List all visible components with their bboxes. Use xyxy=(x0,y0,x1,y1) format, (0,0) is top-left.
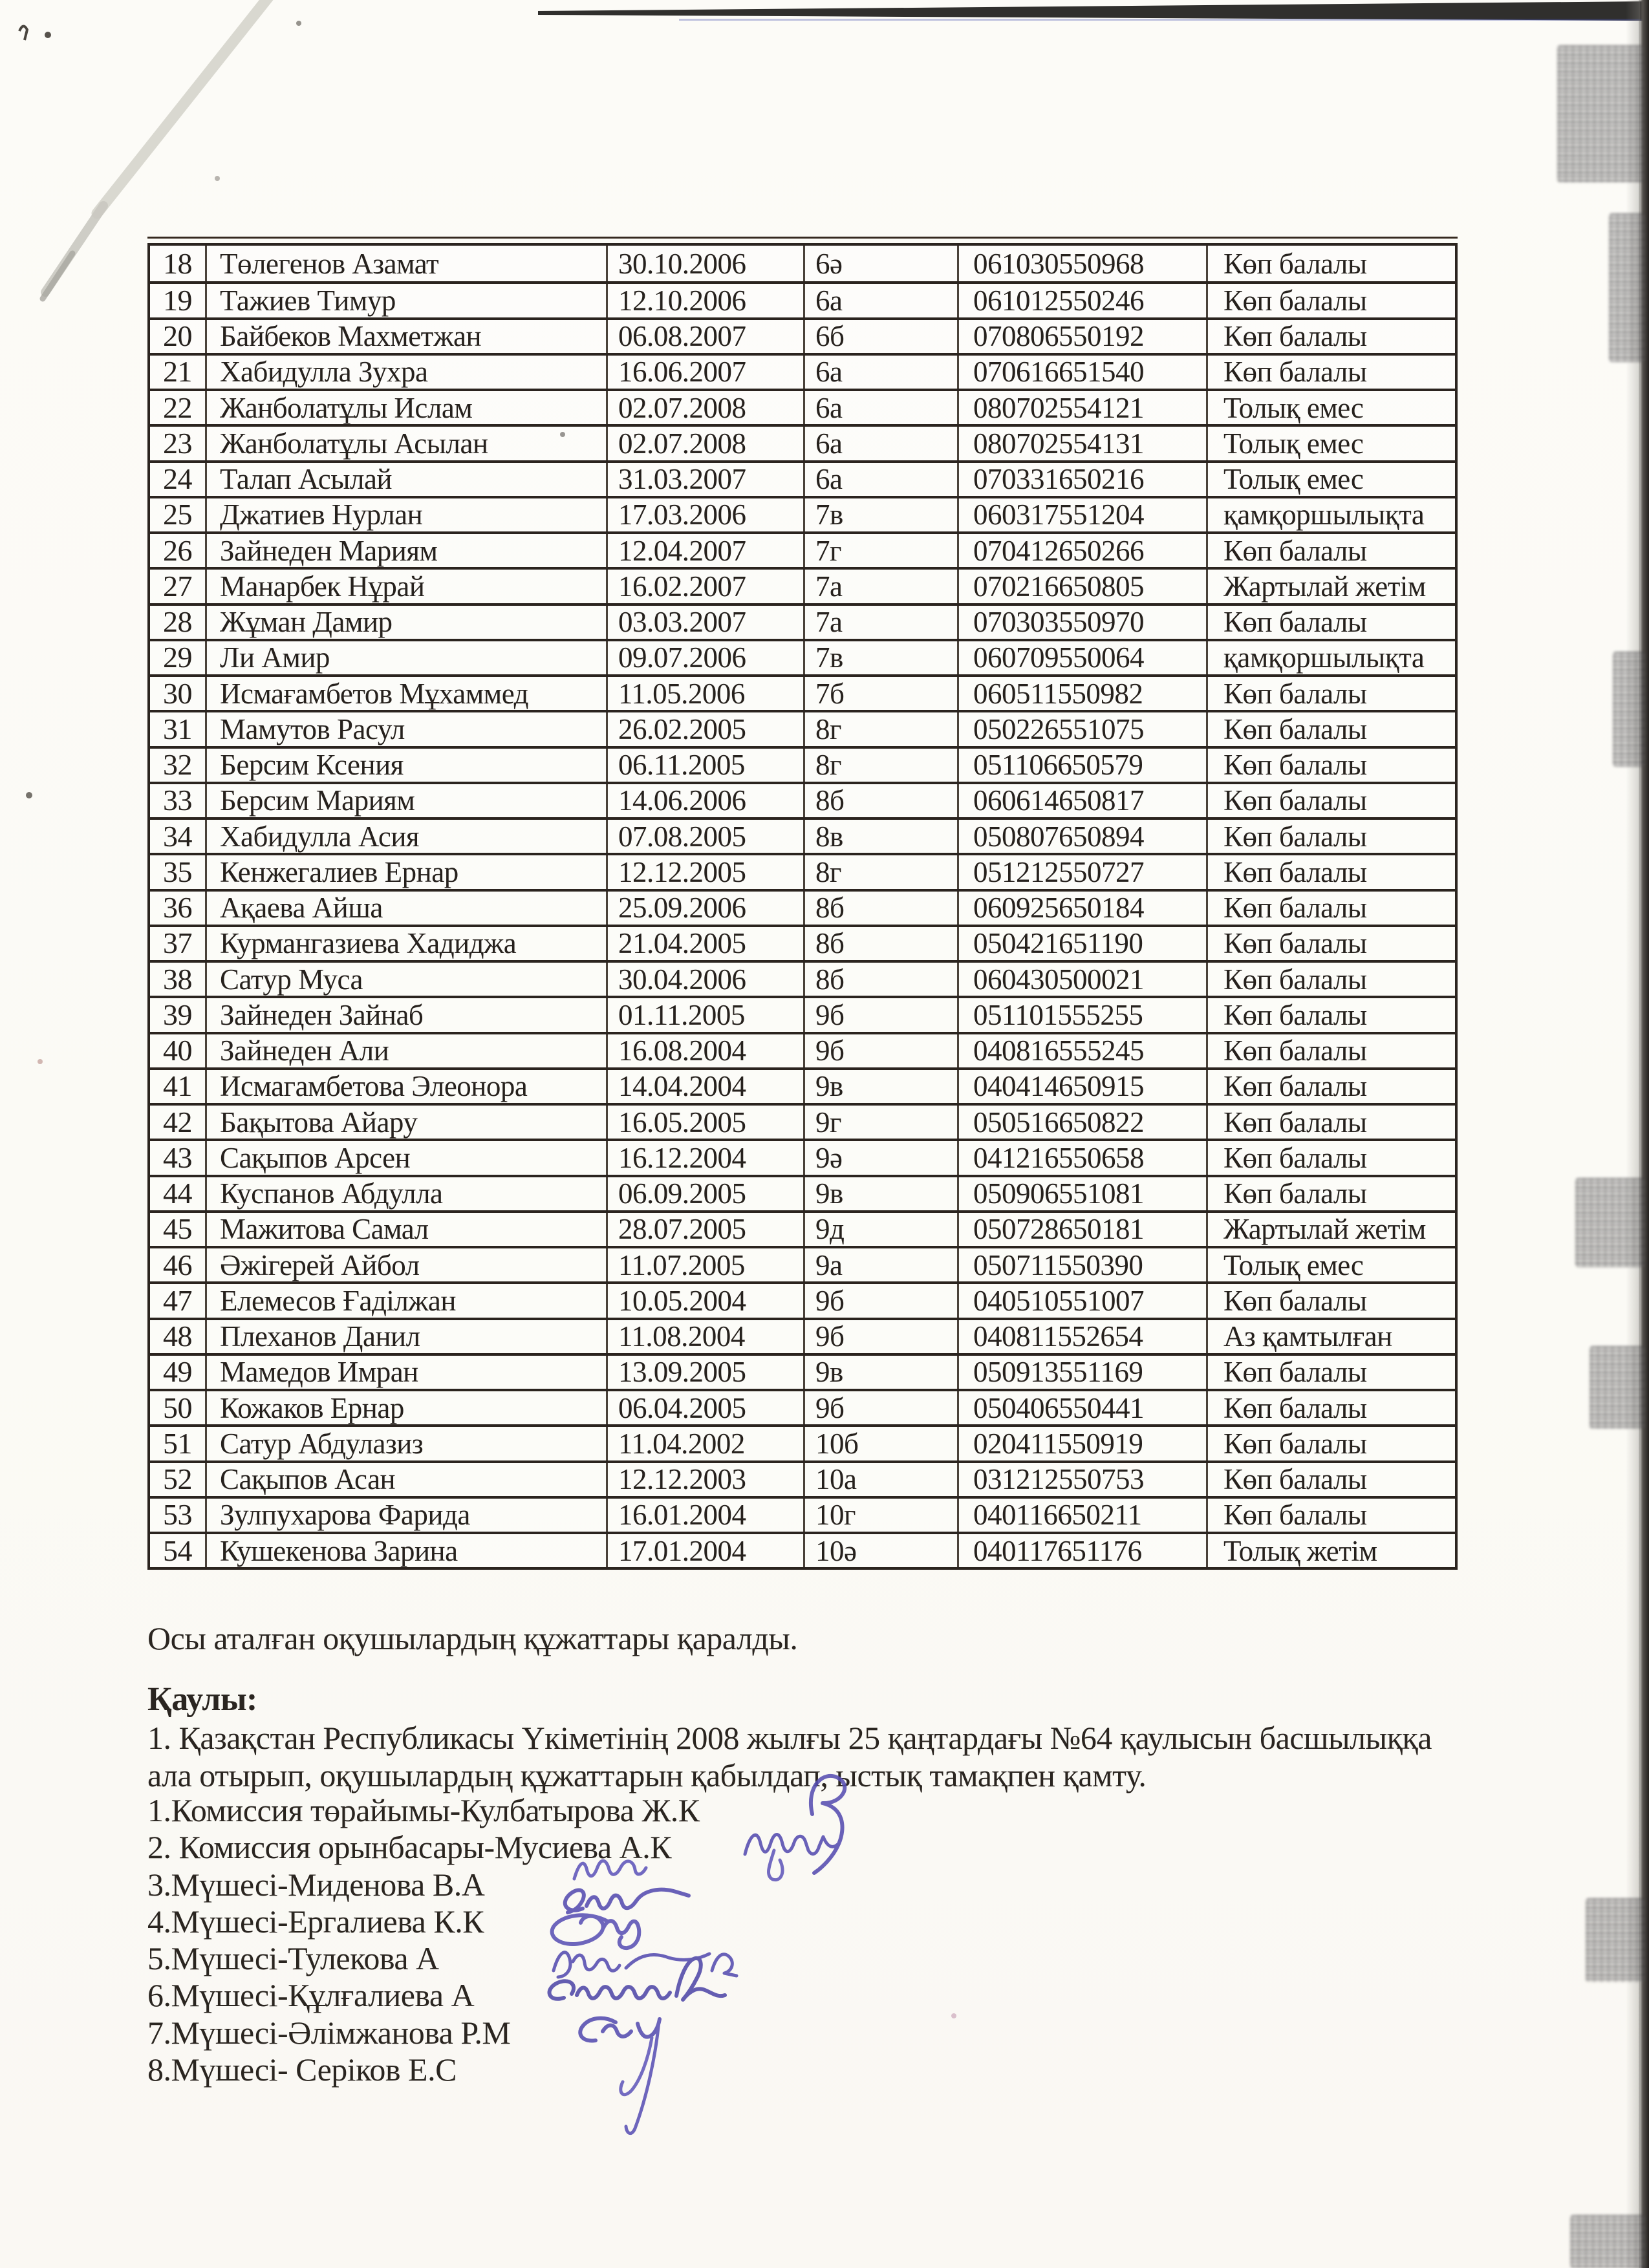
cell-iin: 060925650184 xyxy=(959,892,1208,925)
cell-status: Көп балалы xyxy=(1223,677,1367,710)
cell-grade: 9б xyxy=(805,1391,959,1424)
commission-item: 4.Мүшесі-Ергалиева К.К xyxy=(147,1903,484,1940)
speck-pink xyxy=(951,2013,956,2018)
cell-iin: 061012550246 xyxy=(959,284,1208,317)
cell-dob: 12.12.2003 xyxy=(608,1463,805,1496)
cell-num: 47 xyxy=(150,1284,207,1317)
cell-iin: 040414650915 xyxy=(959,1070,1208,1103)
cell-iin: 051212550727 xyxy=(959,855,1208,888)
cell-num: 40 xyxy=(150,1034,207,1067)
table-top-remnant-line xyxy=(147,237,1458,239)
cell-dob: 06.09.2005 xyxy=(608,1177,805,1210)
cell-iin: 080702554131 xyxy=(959,427,1208,460)
commission-item: 6.Мүшесі-Құлғалиева А xyxy=(147,1977,475,2014)
cell-status: Көп балалы xyxy=(1223,1106,1367,1139)
cell-iin: 060430500021 xyxy=(959,963,1208,996)
cell-name: Берсим Ксения xyxy=(207,749,608,782)
cell-grade: 7б xyxy=(805,677,959,710)
cell-status: Көп балалы xyxy=(1223,1463,1367,1496)
cell-num: 37 xyxy=(150,927,207,960)
cell-dob: 31.03.2007 xyxy=(608,463,805,496)
cell-status: Көп балалы xyxy=(1223,998,1367,1031)
cell-iin: 070616651540 xyxy=(959,356,1208,389)
cell-status: Көп балалы xyxy=(1223,749,1367,782)
cell-num: 54 xyxy=(150,1534,207,1567)
signature-ink xyxy=(769,1850,783,1880)
cell-status: Көп балалы xyxy=(1223,284,1367,317)
table-row xyxy=(150,782,1455,817)
cell-dob: 17.01.2004 xyxy=(608,1534,805,1567)
table-row xyxy=(150,1210,1455,1246)
cell-dob: 06.08.2007 xyxy=(608,320,805,353)
cell-status: Көп балалы xyxy=(1223,855,1367,888)
table-row xyxy=(150,1281,1455,1317)
cell-iin: 070806550192 xyxy=(959,320,1208,353)
cell-iin: 070412650266 xyxy=(959,534,1208,567)
cell-iin: 050906551081 xyxy=(959,1177,1208,1210)
cell-grade: 9б xyxy=(805,1034,959,1067)
cell-grade: 9б xyxy=(805,1320,959,1353)
cell-name: Жанболатұлы Асылан xyxy=(207,427,608,460)
cell-dob: 16.06.2007 xyxy=(608,356,805,389)
cell-grade: 9г xyxy=(805,1106,959,1139)
table-row xyxy=(150,1532,1455,1567)
cell-grade: 9б xyxy=(805,1284,959,1317)
cell-name: Сақыпов Арсен xyxy=(207,1141,608,1174)
resolution-line-1: 1. Қазақстан Республикасы Үкіметінің 2008 жылғы 25 қаңтардағы №64 қаулысын басшылыққа xyxy=(147,1720,1432,1756)
cell-iin: 020411550919 xyxy=(959,1427,1208,1460)
cell-grade: 7а xyxy=(805,606,959,639)
table-row xyxy=(150,960,1455,996)
table-row xyxy=(150,710,1455,745)
commission-item: 2. Комиссия орынбасары-Мусиева А.К xyxy=(147,1829,672,1866)
cell-name: Хабидулла Зухра xyxy=(207,356,608,389)
cell-status: Көп балалы xyxy=(1223,1034,1367,1067)
cell-status: қамқоршылықта xyxy=(1223,498,1425,531)
cell-grade: 7в xyxy=(805,498,959,531)
cell-status: Көп балалы xyxy=(1223,1284,1367,1317)
cell-grade: 8г xyxy=(805,712,959,745)
cell-dob: 11.07.2005 xyxy=(608,1248,805,1281)
table-row xyxy=(150,1353,1455,1389)
table-row xyxy=(150,817,1455,853)
cell-name: Мамедов Имран xyxy=(207,1356,608,1389)
cell-num: 51 xyxy=(150,1427,207,1460)
cell-iin: 070216650805 xyxy=(959,570,1208,603)
cell-iin: 060317551204 xyxy=(959,498,1208,531)
commission-item: 8.Мүшесі- Серіков Е.С xyxy=(147,2051,457,2088)
table-row xyxy=(150,317,1455,353)
cell-grade: 9в xyxy=(805,1070,959,1103)
cell-iin: 040116650211 xyxy=(959,1499,1208,1532)
cell-num: 19 xyxy=(150,284,207,317)
cell-status: Көп балалы xyxy=(1223,1177,1367,1210)
cell-name: Ли Амир xyxy=(207,641,608,674)
cell-num: 24 xyxy=(150,463,207,496)
fold-line-tail xyxy=(45,206,103,292)
cell-num: 23 xyxy=(150,427,207,460)
cell-num: 38 xyxy=(150,963,207,996)
scanner-smudge xyxy=(1609,213,1645,362)
top-edge-blue-fringe xyxy=(679,19,1649,21)
cell-dob: 11.08.2004 xyxy=(608,1320,805,1353)
cell-dob: 30.10.2006 xyxy=(608,246,805,281)
cell-status: Аз қамтылған xyxy=(1223,1320,1392,1353)
table-row xyxy=(150,389,1455,424)
cell-num: 46 xyxy=(150,1248,207,1281)
scanner-smudge xyxy=(1590,1346,1645,1429)
cell-dob: 07.08.2005 xyxy=(608,820,805,853)
cell-name: Тажиев Тимур xyxy=(207,284,608,317)
cell-dob: 12.04.2007 xyxy=(608,534,805,567)
cell-grade: 10ә xyxy=(805,1534,959,1567)
cell-name: Зайнеден Мариям xyxy=(207,534,608,567)
cell-grade: 8г xyxy=(805,749,959,782)
cell-num: 28 xyxy=(150,606,207,639)
cell-status: Көп балалы xyxy=(1223,927,1367,960)
top-edge-shadow xyxy=(538,1,1649,21)
cell-grade: 8в xyxy=(805,820,959,853)
cell-num: 34 xyxy=(150,820,207,853)
scanner-smudge xyxy=(1613,652,1645,767)
cell-name: Жанболатұлы Ислам xyxy=(207,391,608,424)
cell-num: 22 xyxy=(150,391,207,424)
cell-num: 30 xyxy=(150,677,207,710)
cell-iin: 050807650894 xyxy=(959,820,1208,853)
resolution-line-2: ала отырып, оқушылардың құжаттарын қабылдап, ыстық тамақпен қамту. xyxy=(147,1757,1147,1793)
cell-status: Көп балалы xyxy=(1223,1391,1367,1424)
cell-dob: 14.06.2006 xyxy=(608,784,805,817)
table-row xyxy=(150,1175,1455,1210)
cell-grade: 6ә xyxy=(805,246,959,281)
cell-status: Көп балалы xyxy=(1223,820,1367,853)
table-row xyxy=(150,246,1455,281)
cell-name: Куспанов Абдулла xyxy=(207,1177,608,1210)
table-row xyxy=(150,424,1455,460)
cell-iin: 050728650181 xyxy=(959,1213,1208,1246)
cell-grade: 6а xyxy=(805,284,959,317)
cell-iin: 060709550064 xyxy=(959,641,1208,674)
cell-grade: 8б xyxy=(805,927,959,960)
cell-grade: 9д xyxy=(805,1213,959,1246)
cell-status: Толық жетім xyxy=(1223,1534,1377,1567)
cell-status: Көп балалы xyxy=(1223,1070,1367,1103)
cell-num: 27 xyxy=(150,570,207,603)
cell-dob: 16.08.2004 xyxy=(608,1034,805,1067)
cell-name: Әжігерей Айбол xyxy=(207,1248,608,1281)
cell-num: 42 xyxy=(150,1106,207,1139)
cell-name: Ақаева Айша xyxy=(207,892,608,925)
cell-num: 49 xyxy=(150,1356,207,1389)
cell-status: Көп балалы xyxy=(1223,892,1367,925)
cell-num: 48 xyxy=(150,1320,207,1353)
cell-name: Зайнеден Али xyxy=(207,1034,608,1067)
cell-status: Көп балалы xyxy=(1223,356,1367,389)
cell-status: Көп балалы xyxy=(1223,784,1367,817)
cell-grade: 6б xyxy=(805,320,959,353)
table-row xyxy=(150,853,1455,888)
cell-name: Елемесов Ғаділжан xyxy=(207,1284,608,1317)
cell-name: Байбеков Махметжан xyxy=(207,320,608,353)
cell-name: Исмагамбетова Элеонора xyxy=(207,1070,608,1103)
cell-dob: 30.04.2006 xyxy=(608,963,805,996)
cell-grade: 7г xyxy=(805,534,959,567)
cell-iin: 040510551007 xyxy=(959,1284,1208,1317)
cell-name: Берсим Мариям xyxy=(207,784,608,817)
cell-name: Жұман Дамир xyxy=(207,606,608,639)
cell-dob: 16.05.2005 xyxy=(608,1106,805,1139)
students-table xyxy=(147,243,1458,1570)
table-row xyxy=(150,603,1455,639)
cell-dob: 02.07.2008 xyxy=(608,391,805,424)
scanner-smudge xyxy=(1557,45,1644,182)
table-row xyxy=(150,1424,1455,1460)
table-row xyxy=(150,925,1455,960)
cell-num: 32 xyxy=(150,749,207,782)
cell-status: Көп балалы xyxy=(1223,712,1367,745)
cell-iin: 040811552654 xyxy=(959,1320,1208,1353)
cell-grade: 7в xyxy=(805,641,959,674)
cell-dob: 28.07.2005 xyxy=(608,1213,805,1246)
cell-num: 33 xyxy=(150,784,207,817)
cell-num: 53 xyxy=(150,1499,207,1532)
cell-num: 31 xyxy=(150,712,207,745)
cell-grade: 10г xyxy=(805,1499,959,1532)
cell-num: 43 xyxy=(150,1141,207,1174)
table-row xyxy=(150,1139,1455,1174)
cell-status: Толық емес xyxy=(1223,463,1364,496)
scanner-smudge xyxy=(1586,1898,1645,1982)
cell-num: 45 xyxy=(150,1213,207,1246)
table-row xyxy=(150,281,1455,317)
cell-grade: 6а xyxy=(805,427,959,460)
cell-status: Көп балалы xyxy=(1223,247,1367,280)
table-row xyxy=(150,1389,1455,1424)
table-row xyxy=(150,1067,1455,1103)
table-row xyxy=(150,1460,1455,1496)
cell-dob: 12.10.2006 xyxy=(608,284,805,317)
cell-name: Сатур Муса xyxy=(207,963,608,996)
cell-status: Көп балалы xyxy=(1223,606,1367,639)
table-row xyxy=(150,996,1455,1031)
cell-name: Манарбек Нұрай xyxy=(207,570,608,603)
cell-name: Сақыпов Асан xyxy=(207,1463,608,1496)
cell-dob: 13.09.2005 xyxy=(608,1356,805,1389)
commission-item: 7.Мүшесі-Әлімжанова Р.М xyxy=(147,2014,511,2051)
cell-num: 21 xyxy=(150,356,207,389)
cell-num: 35 xyxy=(150,855,207,888)
cell-dob: 09.07.2006 xyxy=(608,641,805,674)
cell-dob: 26.02.2005 xyxy=(608,712,805,745)
commission-item: 5.Мүшесі-Тулекова А xyxy=(147,1940,439,1977)
cell-grade: 9б xyxy=(805,998,959,1031)
commission-item: 1.Комиссия төрайымы-Кулбатырова Ж.К xyxy=(147,1792,700,1828)
cell-name: Джатиев Нурлан xyxy=(207,498,608,531)
cell-status: Толық емес xyxy=(1223,391,1364,424)
table-row xyxy=(150,1318,1455,1353)
cell-grade: 9в xyxy=(805,1177,959,1210)
cell-num: 52 xyxy=(150,1463,207,1496)
cell-grade: 8б xyxy=(805,784,959,817)
fold-line-dark-tail xyxy=(43,253,72,299)
cell-dob: 16.01.2004 xyxy=(608,1499,805,1532)
table-row xyxy=(150,567,1455,603)
cell-iin: 060614650817 xyxy=(959,784,1208,817)
cell-name: Зайнеден Зайнаб xyxy=(207,998,608,1031)
cell-dob: 16.02.2007 xyxy=(608,570,805,603)
cell-iin: 040816555245 xyxy=(959,1034,1208,1067)
table-row xyxy=(150,1246,1455,1281)
cell-iin: 061030550968 xyxy=(959,246,1208,281)
cell-iin: 050421651190 xyxy=(959,927,1208,960)
cell-grade: 8б xyxy=(805,892,959,925)
cell-name: Төлегенов Азамат xyxy=(207,246,608,281)
table-row xyxy=(150,1103,1455,1139)
cell-status: Толық емес xyxy=(1223,1248,1364,1281)
cell-status: Көп балалы xyxy=(1223,534,1367,567)
cell-dob: 16.12.2004 xyxy=(608,1141,805,1174)
table-row xyxy=(150,1032,1455,1067)
cell-status: Көп балалы xyxy=(1223,1427,1367,1460)
cell-num: 18 xyxy=(150,246,207,281)
speck-dot xyxy=(215,176,220,181)
cell-name: Мажитова Самал xyxy=(207,1213,608,1246)
speck-pink xyxy=(38,1059,43,1064)
cell-num: 25 xyxy=(150,498,207,531)
cell-name: Мамутов Расул xyxy=(207,712,608,745)
cell-dob: 02.07.2008 xyxy=(608,427,805,460)
cell-dob: 01.11.2005 xyxy=(608,998,805,1031)
cell-iin: 051101555255 xyxy=(959,998,1208,1031)
cell-grade: 9в xyxy=(805,1356,959,1389)
reviewed-note: Осы аталған оқушылардың құжаттары қаралды. xyxy=(147,1620,798,1656)
resolution-heading: Қаулы: xyxy=(147,1681,257,1718)
speck-mark xyxy=(19,26,27,40)
cell-name: Кожаков Ернар xyxy=(207,1391,608,1424)
speck-dot xyxy=(45,32,51,38)
commission-item: 3.Мүшесі-Миденова В.А xyxy=(147,1866,485,1903)
cell-grade: 6а xyxy=(805,356,959,389)
cell-dob: 11.05.2006 xyxy=(608,677,805,710)
cell-status: Жартылай жетім xyxy=(1223,1213,1426,1246)
scanner-smudge xyxy=(1570,2215,1645,2268)
cell-name: Кенжегалиев Ернар xyxy=(207,855,608,888)
fold-line xyxy=(97,0,270,213)
cell-grade: 10б xyxy=(805,1427,959,1460)
cell-num: 50 xyxy=(150,1391,207,1424)
cell-iin: 031212550753 xyxy=(959,1463,1208,1496)
cell-dob: 25.09.2006 xyxy=(608,892,805,925)
cell-dob: 21.04.2005 xyxy=(608,927,805,960)
table-row xyxy=(150,674,1455,710)
cell-num: 44 xyxy=(150,1177,207,1210)
table-row xyxy=(150,353,1455,389)
cell-name: Плеханов Данил xyxy=(207,1320,608,1353)
table-row xyxy=(150,496,1455,531)
cell-grade: 6а xyxy=(805,391,959,424)
cell-name: Кушекенова Зарина xyxy=(207,1534,608,1567)
cell-iin: 060511550982 xyxy=(959,677,1208,710)
cell-status: Көп балалы xyxy=(1223,1141,1367,1174)
table-row xyxy=(150,746,1455,782)
cell-dob: 03.03.2007 xyxy=(608,606,805,639)
cell-status: қамқоршылықта xyxy=(1223,641,1425,674)
table-row xyxy=(150,639,1455,674)
cell-iin: 050226551075 xyxy=(959,712,1208,745)
cell-status: Толық емес xyxy=(1223,427,1364,460)
cell-grade: 9ә xyxy=(805,1141,959,1174)
table-row xyxy=(150,889,1455,925)
scanner-smudge xyxy=(1575,1178,1645,1267)
cell-num: 20 xyxy=(150,320,207,353)
cell-iin: 050516650822 xyxy=(959,1106,1208,1139)
cell-num: 41 xyxy=(150,1070,207,1103)
cell-name: Бақытова Айару xyxy=(207,1106,608,1139)
cell-name: Зулпухарова Фарида xyxy=(207,1499,608,1532)
cell-grade: 10а xyxy=(805,1463,959,1496)
cell-dob: 10.05.2004 xyxy=(608,1284,805,1317)
cell-grade: 8б xyxy=(805,963,959,996)
cell-num: 36 xyxy=(150,892,207,925)
cell-name: Исмағамбетов Мұхаммед xyxy=(207,677,608,710)
table-row xyxy=(150,460,1455,496)
table-row xyxy=(150,531,1455,567)
cell-status: Көп балалы xyxy=(1223,1499,1367,1532)
table-row xyxy=(150,1496,1455,1532)
cell-iin: 040117651176 xyxy=(959,1534,1208,1567)
cell-iin: 070331650216 xyxy=(959,463,1208,496)
cell-num: 29 xyxy=(150,641,207,674)
commission-list xyxy=(147,1792,700,2088)
cell-iin: 050711550390 xyxy=(959,1248,1208,1281)
cell-grade: 7а xyxy=(805,570,959,603)
cell-num: 39 xyxy=(150,998,207,1031)
speck-dot xyxy=(26,792,32,798)
cell-iin: 070303550970 xyxy=(959,606,1208,639)
cell-iin: 050913551169 xyxy=(959,1356,1208,1389)
cell-name: Талап Асылай xyxy=(207,463,608,496)
cell-grade: 6а xyxy=(805,463,959,496)
cell-dob: 11.04.2002 xyxy=(608,1427,805,1460)
cell-iin: 050406550441 xyxy=(959,1391,1208,1424)
cell-iin: 051106650579 xyxy=(959,749,1208,782)
cell-status: Көп балалы xyxy=(1223,1356,1367,1389)
cell-name: Сатур Абдулазиз xyxy=(207,1427,608,1460)
cell-dob: 06.04.2005 xyxy=(608,1391,805,1424)
cell-grade: 9а xyxy=(805,1248,959,1281)
cell-name: Хабидулла Асия xyxy=(207,820,608,853)
cell-dob: 12.12.2005 xyxy=(608,855,805,888)
speck-dot xyxy=(296,21,301,26)
cell-dob: 14.04.2004 xyxy=(608,1070,805,1103)
cell-dob: 17.03.2006 xyxy=(608,498,805,531)
cell-iin: 041216550658 xyxy=(959,1141,1208,1174)
cell-dob: 06.11.2005 xyxy=(608,749,805,782)
cell-iin: 080702554121 xyxy=(959,391,1208,424)
cell-grade: 8г xyxy=(805,855,959,888)
cell-status: Жартылай жетім xyxy=(1223,570,1426,603)
cell-status: Көп балалы xyxy=(1223,320,1367,353)
signature-ink xyxy=(745,1834,837,1854)
cell-num: 26 xyxy=(150,534,207,567)
cell-status: Көп балалы xyxy=(1223,963,1367,996)
cell-name: Курмангазиева Хадиджа xyxy=(207,927,608,960)
